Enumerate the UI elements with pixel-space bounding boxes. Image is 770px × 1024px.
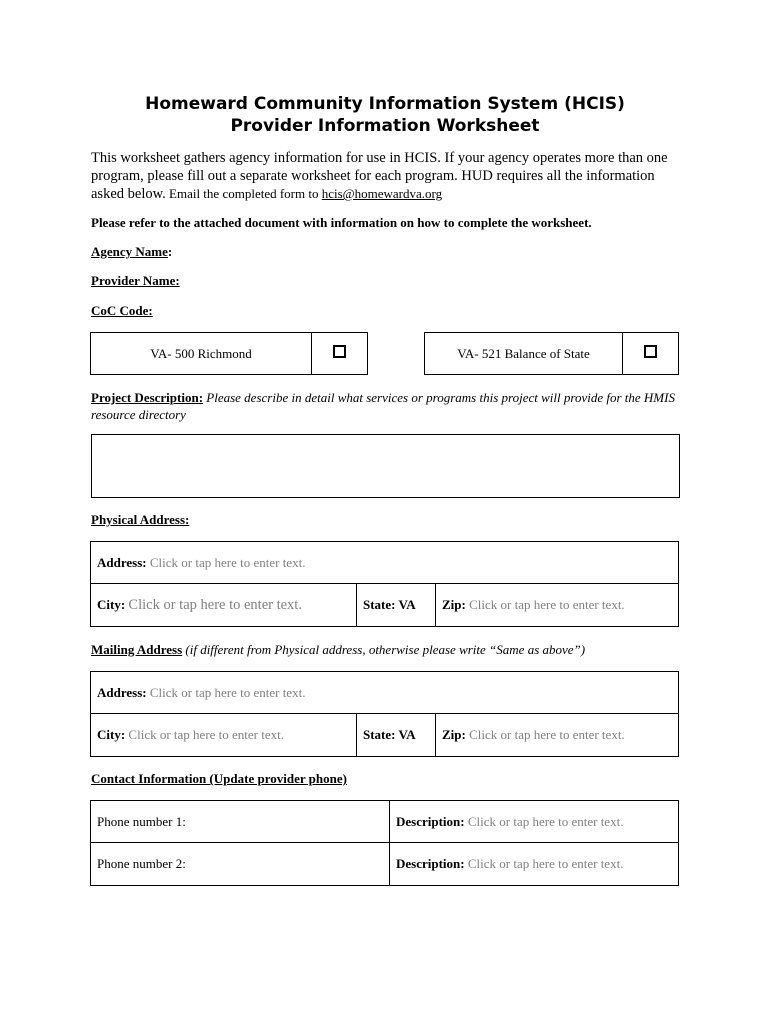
zip-placeholder: Click or tap here to enter text. [469, 597, 625, 612]
table-row [91, 801, 679, 843]
intro-text: This worksheet gathers agency information for use in HCIS. If your agency operates more than one program, please fill out a separate worksheet for each program. HUD requires all the information asked below. [91, 150, 668, 202]
provider-name-label: Provider Name: [91, 273, 180, 288]
coc-option-balance-of-state [424, 332, 679, 375]
zip-label: Zip: [442, 597, 466, 612]
coc-option-label: VA- 521 Balance of State [425, 333, 623, 375]
contact-table [90, 800, 679, 886]
mailing-address-field[interactable] [91, 672, 679, 714]
email-link[interactable]: hcis@homewardva.org [321, 186, 443, 201]
coc-checkbox-cell [623, 333, 679, 375]
physical-zip-field[interactable] [436, 584, 679, 627]
agency-name-field [91, 244, 172, 260]
city-label: City: [97, 596, 126, 612]
physical-address-table [90, 541, 679, 627]
zip-label: Zip: [442, 727, 466, 742]
address-placeholder: Click or tap here to enter text. [149, 554, 306, 570]
phone-number-2-field[interactable]: Phone number 2: [91, 843, 390, 886]
mailing-address-note: (if different from Physical address, otherwise please write “Same as above”) [182, 642, 586, 657]
coc-option-label: VA- 500 Richmond [91, 333, 312, 375]
description-1-field[interactable] [390, 801, 679, 843]
agency-name-colon: : [167, 244, 173, 259]
contact-info-heading: Contact Information (Update provider phone) [91, 771, 347, 786]
physical-address-field[interactable] [91, 542, 679, 584]
page-title: Homeward Community Information System (HCIS) [145, 94, 625, 114]
address-label: Address: [97, 554, 147, 570]
description-label: Description: [396, 813, 465, 829]
mailing-address-label: Mailing Address [91, 642, 183, 657]
mailing-state: State: VA [357, 714, 436, 757]
description-placeholder: Click or tap here to enter text. [467, 856, 624, 871]
project-description-hint: Please describe in detail what services or programs this project will provide for the HMIS resource directory [91, 390, 675, 422]
address-label: Address: [97, 684, 147, 700]
instructions-notice: Please refer to the attached document with information on how to complete the worksheet. [91, 215, 592, 230]
description-placeholder: Click or tap here to enter text. [467, 813, 624, 829]
intro-email-text: Email the completed form to [165, 186, 322, 201]
richmond-checkbox[interactable] [333, 345, 346, 358]
mailing-address-table [90, 671, 679, 757]
coc-option-richmond [90, 332, 368, 375]
agency-name-label: Agency Name [91, 244, 168, 259]
project-description [91, 389, 683, 423]
project-description-label: Project Description: [91, 390, 204, 405]
table-row [91, 843, 679, 886]
city-label: City: [97, 727, 126, 742]
coc-checkbox-cell [312, 333, 368, 375]
physical-city-field[interactable] [91, 584, 357, 627]
physical-address-heading: Physical Address: [91, 512, 190, 527]
address-placeholder: Click or tap here to enter text. [149, 684, 306, 700]
mailing-address-heading [91, 642, 585, 658]
balance-of-state-checkbox[interactable] [644, 345, 657, 358]
project-description-input[interactable] [91, 434, 680, 498]
intro-paragraph [91, 149, 683, 203]
page-subtitle: Provider Information Worksheet [230, 116, 540, 136]
city-placeholder: Click or tap here to enter text. [128, 727, 285, 742]
coc-code-label: CoC Code: [91, 303, 153, 318]
description-2-field[interactable] [390, 843, 679, 886]
phone-number-1-field[interactable]: Phone number 1: [91, 801, 390, 843]
city-placeholder: Click or tap here to enter text. [128, 596, 302, 613]
description-label: Description: [396, 856, 465, 871]
zip-placeholder: Click or tap here to enter text. [469, 727, 625, 742]
physical-state: State: VA [357, 584, 436, 627]
mailing-zip-field[interactable] [436, 714, 679, 757]
mailing-city-field[interactable] [91, 714, 357, 757]
